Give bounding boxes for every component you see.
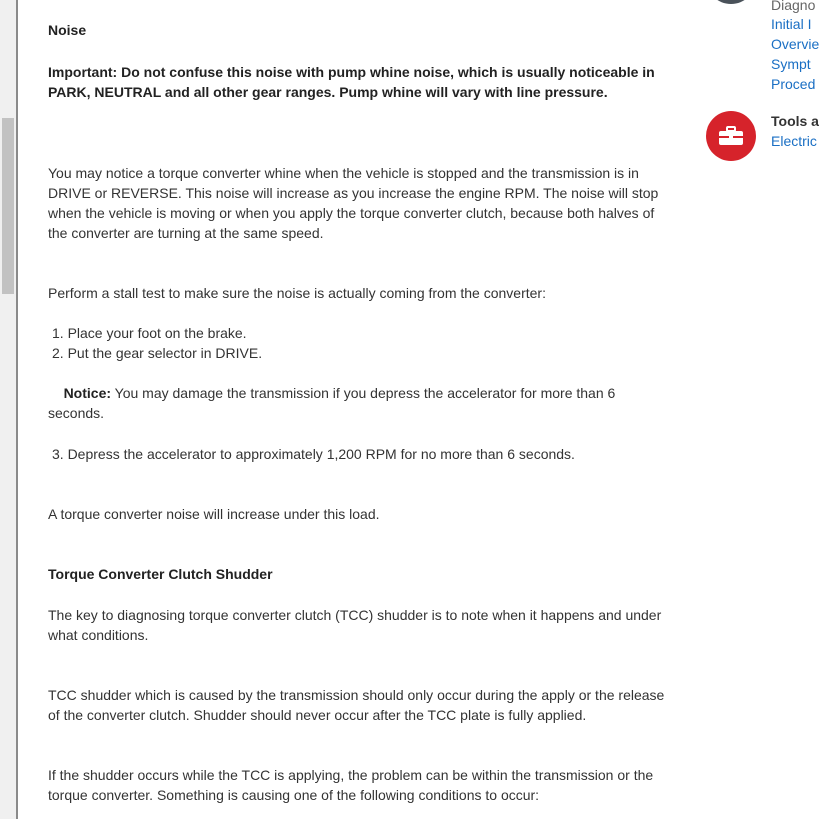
sidebar bbox=[706, 0, 819, 819]
toolbox-icon bbox=[706, 111, 756, 161]
notice-label: Notice: bbox=[63, 385, 112, 401]
noise-heading: Noise bbox=[48, 22, 87, 38]
sidebar-link-symptoms[interactable]: Sympt bbox=[771, 56, 811, 72]
tcc-heading: Torque Converter Clutch Shudder bbox=[48, 566, 273, 582]
tcc-applying-paragraph: If the shudder occurs while the TCC is applying, the problem can be within the transmission or the torque converter. Something is causing one of the following conditions to occur: bbox=[48, 767, 654, 803]
load-paragraph: A torque converter noise will increase under this load. bbox=[48, 506, 380, 522]
tcc-key-paragraph: The key to diagnosing torque converter clutch (TCC) shudder is to note when it happens and under what conditions. bbox=[48, 607, 662, 643]
left-gutter bbox=[0, 0, 18, 819]
sidebar-link-procedures[interactable]: Proced bbox=[771, 76, 816, 92]
stall-test-intro: Perform a stall test to make sure the noise is actually coming from the converter: bbox=[48, 285, 546, 301]
diagnostics-heading: Diagno bbox=[771, 0, 816, 13]
notice bbox=[48, 383, 673, 423]
sidebar-link-initial[interactable]: Initial I bbox=[771, 16, 812, 32]
tools-heading: Tools a bbox=[771, 113, 819, 129]
diagnostics-icon bbox=[706, 0, 756, 4]
tcc-shudder-paragraph: TCC shudder which is caused by the transmission should only occur during the apply or the release of the converter clutch. Shudder should never occur after the TCC plate is fully applied. bbox=[48, 687, 665, 723]
step-3: 3. Depress the accelerator to approximately 1,200 RPM for no more than 6 seconds. bbox=[52, 446, 575, 462]
important-note: Important: Do not confuse this noise with pump whine noise, which is usually noticeable in PARK, NEUTRAL and all other gear ranges. Pump whine will vary with line pressure. bbox=[48, 64, 655, 100]
step-1: 1. Place your foot on the brake. bbox=[52, 325, 247, 341]
scrollbar-thumb[interactable] bbox=[2, 118, 14, 294]
sidebar-link-electrical[interactable]: Electric bbox=[771, 133, 817, 149]
step-2: 2. Put the gear selector in DRIVE. bbox=[52, 345, 263, 361]
whine-paragraph: You may notice a torque converter whine when the vehicle is stopped and the transmission is in DRIVE or REVERSE. This noise will increase as you increase the engine RPM. The noise will stop when the vehicle is moving or when you apply the torque converter clutch, because both halves of the converter are turning at the same speed. bbox=[48, 165, 659, 241]
notice-text: You may damage the transmission if you depress the accelerator for more than 6 seconds. bbox=[48, 385, 616, 421]
sidebar-link-overview[interactable]: Overvie bbox=[771, 36, 819, 52]
